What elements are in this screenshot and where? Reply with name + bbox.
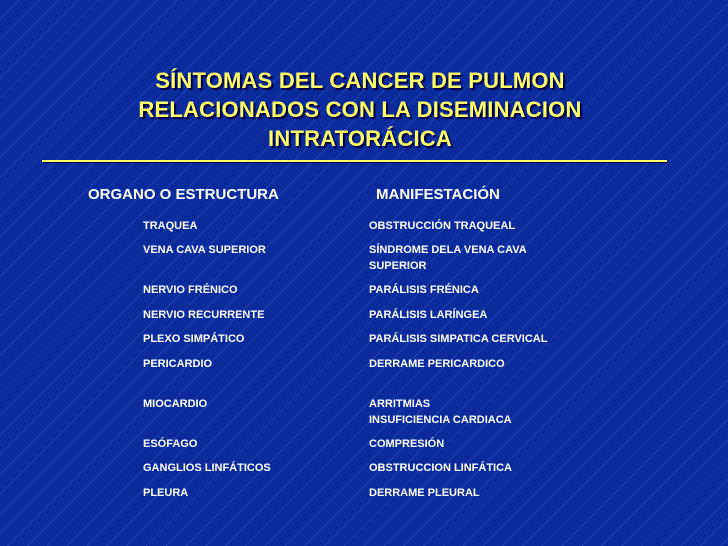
organ-cell: VENA CAVA SUPERIOR <box>143 244 266 256</box>
manifestation-cell: OBSTRUCCIÓN TRAQUEAL <box>369 220 516 232</box>
organ-cell: PLEURA <box>143 487 189 499</box>
manifestation-cell: PARÁLISIS LARÍNGEA <box>369 309 488 321</box>
organ-cell: GANGLIOS LINFÁTICOS <box>143 462 271 474</box>
slide-title <box>60 66 660 153</box>
organ-cell: NERVIO FRÉNICO <box>143 284 238 296</box>
column-header-manifestation: MANIFESTACIÓN <box>376 186 500 203</box>
manifestation-cell: PARÁLISIS SIMPATICA CERVICAL <box>369 333 548 345</box>
organ-cell: PERICARDIO <box>143 358 213 370</box>
column-header-organ: ORGANO O ESTRUCTURA <box>88 186 279 203</box>
title-divider <box>42 160 667 162</box>
title-line-1: SÍNTOMAS DEL CANCER DE PULMON <box>155 68 565 93</box>
organ-cell: PLEXO SIMPÁTICO <box>143 333 245 345</box>
manifestation-cell: OBSTRUCCION LINFÁTICA <box>369 462 512 474</box>
organ-cell: ESÓFAGO <box>143 438 198 450</box>
title-line-3: INTRATORÁCICA <box>268 126 452 151</box>
manifestation-cell: DERRAME PLEURAL <box>369 487 480 499</box>
manifestation-cell: SÍNDROME DELA VENA CAVA SUPERIOR <box>369 244 527 272</box>
organ-cell: NERVIO RECURRENTE <box>143 309 265 321</box>
title-line-2: RELACIONADOS CON LA DISEMINACION <box>138 97 582 122</box>
manifestation-cell: ARRITMIAS INSUFICIENCIA CARDIACA <box>369 398 512 426</box>
organ-cell: MIOCARDIO <box>143 398 208 410</box>
manifestation-cell: COMPRESIÓN <box>369 438 445 450</box>
manifestation-cell: DERRAME PERICARDICO <box>369 358 505 370</box>
organ-cell: TRAQUEA <box>143 220 198 232</box>
manifestation-cell: PARÁLISIS FRÉNICA <box>369 284 479 296</box>
